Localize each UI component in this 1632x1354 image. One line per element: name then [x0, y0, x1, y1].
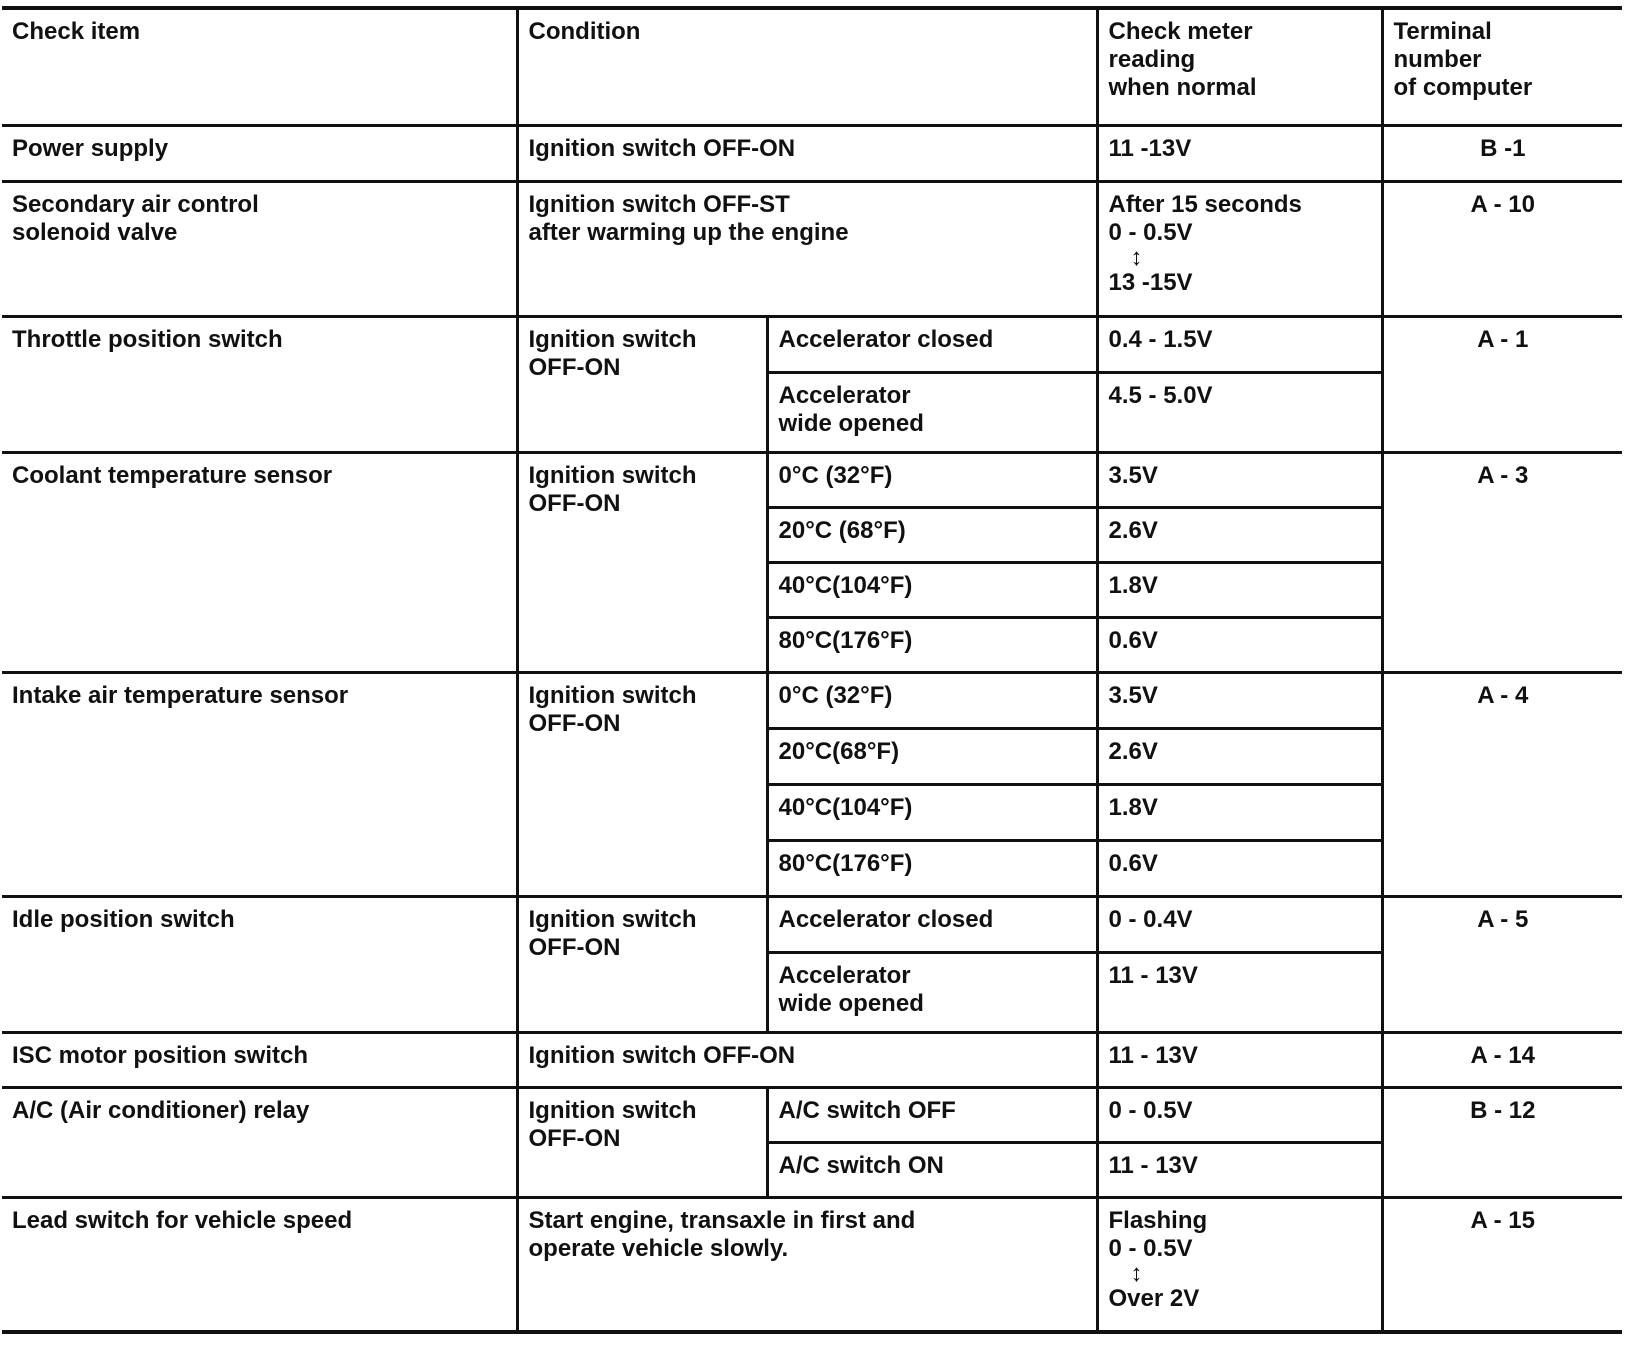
check-table: [2, 6, 1622, 1334]
table-row: [2, 125, 1622, 181]
terminal: A - 1: [1382, 316, 1622, 452]
header-reading: Check meter reading when normal: [1097, 8, 1382, 125]
condition: Ignition switch OFF-ON: [517, 452, 767, 672]
terminal: B -1: [1382, 125, 1622, 181]
table-row: [2, 181, 1622, 316]
reading: 0 - 0.4V: [1097, 896, 1382, 952]
table-row: [2, 452, 1622, 507]
check-item: Intake air temperature sensor: [2, 672, 517, 896]
check-item: Power supply: [2, 125, 517, 181]
sub-condition: 80°C(176°F): [767, 840, 1097, 896]
condition: Ignition switch OFF-ON: [517, 316, 767, 452]
terminal: A - 10: [1382, 181, 1622, 316]
check-item: Lead switch for vehicle speed: [2, 1197, 517, 1332]
terminal: A - 4: [1382, 672, 1622, 896]
terminal: A - 5: [1382, 896, 1622, 1032]
condition: Ignition switch OFF-ON: [517, 896, 767, 1032]
reading: After 15 seconds 0 - 0.5V ↕ 13 -15V: [1097, 181, 1382, 316]
condition: Ignition switch OFF-ON: [517, 1032, 1097, 1087]
reading: 0.4 - 1.5V: [1097, 316, 1382, 372]
sub-condition: 80°C(176°F): [767, 617, 1097, 672]
sub-condition: 20°C(68°F): [767, 728, 1097, 784]
reading: 11 - 13V: [1097, 952, 1382, 1032]
sub-condition: A/C switch OFF: [767, 1087, 1097, 1142]
reading: 0.6V: [1097, 840, 1382, 896]
check-item: Throttle position switch: [2, 316, 517, 452]
table-row: [2, 1087, 1622, 1142]
header-check-item: Check item: [2, 8, 517, 125]
reading: 3.5V: [1097, 672, 1382, 728]
table-row: [2, 1197, 1622, 1332]
reading: 11 - 13V: [1097, 1142, 1382, 1197]
header-condition: Condition: [517, 8, 1097, 125]
header-row: [2, 8, 1622, 125]
reading: 11 - 13V: [1097, 1032, 1382, 1087]
reading: 0.6V: [1097, 617, 1382, 672]
sub-condition: Accelerator wide opened: [767, 372, 1097, 452]
vertical-range-arrow-icon: ↕: [1130, 1259, 1143, 1287]
check-item: Idle position switch: [2, 896, 517, 1032]
terminal: A - 3: [1382, 452, 1622, 672]
sub-condition: 40°C(104°F): [767, 784, 1097, 840]
condition: Ignition switch OFF-ON: [517, 125, 1097, 181]
table-row: [2, 1032, 1622, 1087]
sub-condition: Accelerator closed: [767, 896, 1097, 952]
check-item: ISC motor position switch: [2, 1032, 517, 1087]
reading: 3.5V: [1097, 452, 1382, 507]
condition: Ignition switch OFF-ON: [517, 1087, 767, 1197]
reading: 2.6V: [1097, 728, 1382, 784]
reading: 2.6V: [1097, 507, 1382, 562]
sub-condition: 0°C (32°F): [767, 672, 1097, 728]
vertical-range-arrow-icon: ↕: [1130, 243, 1143, 271]
reading: 11 -13V: [1097, 125, 1382, 181]
sub-condition: Accelerator closed: [767, 316, 1097, 372]
condition: Ignition switch OFF-ST after warming up the engine: [517, 181, 1097, 316]
reading: 1.8V: [1097, 784, 1382, 840]
condition: Ignition switch OFF-ON: [517, 672, 767, 896]
reading: 0 - 0.5V: [1097, 1087, 1382, 1142]
terminal: B - 12: [1382, 1087, 1622, 1197]
sub-condition: A/C switch ON: [767, 1142, 1097, 1197]
sub-condition: 20°C (68°F): [767, 507, 1097, 562]
reading: 4.5 - 5.0V: [1097, 372, 1382, 452]
table-row: [2, 316, 1622, 372]
header-terminal: Terminal number of computer: [1382, 8, 1622, 125]
check-item: Coolant temperature sensor: [2, 452, 517, 672]
check-item: Secondary air control solenoid valve: [2, 181, 517, 316]
table-row: [2, 896, 1622, 952]
sub-condition: Accelerator wide opened: [767, 952, 1097, 1032]
table-row: [2, 672, 1622, 728]
terminal: A - 15: [1382, 1197, 1622, 1332]
sub-condition: 40°C(104°F): [767, 562, 1097, 617]
check-item: A/C (Air conditioner) relay: [2, 1087, 517, 1197]
reading: 1.8V: [1097, 562, 1382, 617]
condition: Start engine, transaxle in first and operate vehicle slowly.: [517, 1197, 1097, 1332]
sub-condition: 0°C (32°F): [767, 452, 1097, 507]
terminal: A - 14: [1382, 1032, 1622, 1087]
reading: Flashing 0 - 0.5V ↕ Over 2V: [1097, 1197, 1382, 1332]
